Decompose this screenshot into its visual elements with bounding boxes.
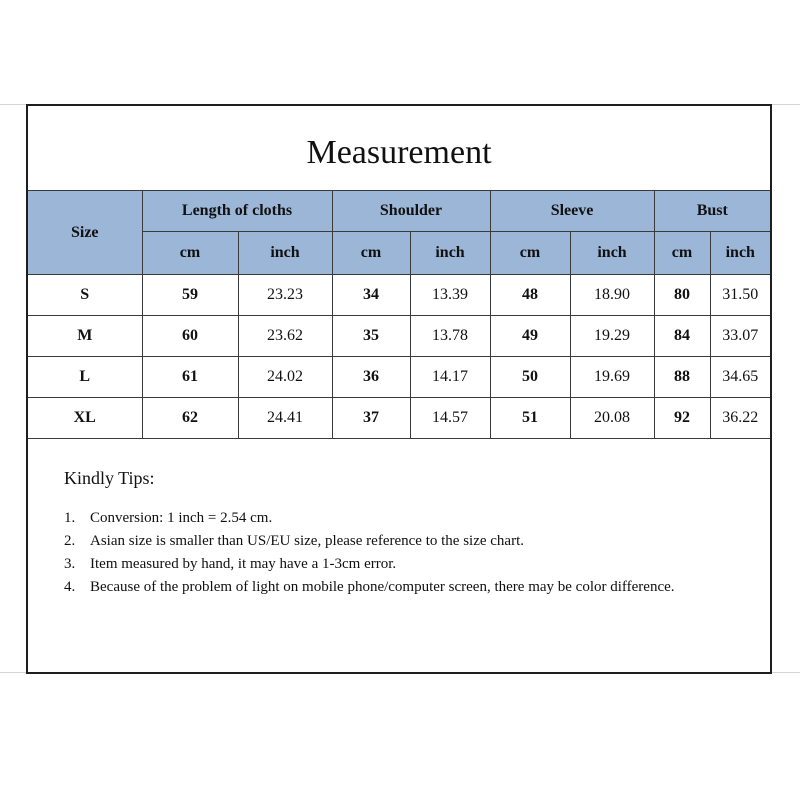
list-item-text: Because of the problem of light on mobile phone/computer screen, there may be color difference.	[90, 579, 675, 595]
value-cell: 20.08	[570, 398, 654, 439]
size-cell: S	[28, 275, 142, 316]
table-row	[28, 275, 770, 316]
value-cell: 37	[332, 398, 410, 439]
value-cell: 24.02	[238, 357, 332, 398]
list-item-number: 3.	[64, 556, 76, 572]
value-cell: 62	[142, 398, 238, 439]
value-cell: 84	[654, 316, 710, 357]
bust-group-header: Bust	[654, 191, 770, 232]
measurement-card	[26, 104, 772, 674]
value-cell: 19.69	[570, 357, 654, 398]
value-cell: 14.17	[410, 357, 490, 398]
value-cell: 51	[490, 398, 570, 439]
value-cell: 49	[490, 316, 570, 357]
unit-header: cm	[490, 232, 570, 275]
value-cell: 13.39	[410, 275, 490, 316]
tips-heading: Kindly Tips:	[64, 468, 155, 488]
value-cell: 33.07	[710, 316, 770, 357]
list-item	[64, 530, 744, 553]
value-cell: 13.78	[410, 316, 490, 357]
kindly-tips-section	[64, 468, 744, 599]
value-cell: 92	[654, 398, 710, 439]
unit-header: cm	[332, 232, 410, 275]
value-cell: 34.65	[710, 357, 770, 398]
size-column-header: Size	[28, 191, 142, 275]
value-cell: 19.29	[570, 316, 654, 357]
length-group-header: Length of cloths	[142, 191, 332, 232]
list-item-number: 4.	[64, 579, 76, 595]
size-chart-table	[28, 190, 770, 439]
unit-header: cm	[142, 232, 238, 275]
shoulder-group-header: Shoulder	[332, 191, 490, 232]
value-cell: 80	[654, 275, 710, 316]
value-cell: 59	[142, 275, 238, 316]
unit-header: inch	[410, 232, 490, 275]
value-cell: 36	[332, 357, 410, 398]
value-cell: 23.62	[238, 316, 332, 357]
value-cell: 61	[142, 357, 238, 398]
tips-list	[64, 507, 744, 599]
value-cell: 14.57	[410, 398, 490, 439]
size-cell: M	[28, 316, 142, 357]
table-row	[28, 357, 770, 398]
value-cell: 24.41	[238, 398, 332, 439]
list-item	[64, 553, 744, 576]
list-item-text: Asian size is smaller than US/EU size, please reference to the size chart.	[90, 533, 524, 549]
size-cell: XL	[28, 398, 142, 439]
list-item	[64, 576, 744, 599]
size-cell: L	[28, 357, 142, 398]
table-row	[28, 398, 770, 439]
sleeve-group-header: Sleeve	[490, 191, 654, 232]
value-cell: 18.90	[570, 275, 654, 316]
list-item	[64, 507, 744, 530]
value-cell: 31.50	[710, 275, 770, 316]
unit-header: inch	[710, 232, 770, 275]
table-header-row	[28, 191, 770, 232]
value-cell: 23.23	[238, 275, 332, 316]
page-title: Measurement	[306, 134, 492, 171]
value-cell: 60	[142, 316, 238, 357]
unit-header: inch	[570, 232, 654, 275]
list-item-number: 1.	[64, 510, 76, 526]
value-cell: 35	[332, 316, 410, 357]
value-cell: 48	[490, 275, 570, 316]
value-cell: 34	[332, 275, 410, 316]
unit-header: cm	[654, 232, 710, 275]
value-cell: 88	[654, 357, 710, 398]
list-item-text: Conversion: 1 inch = 2.54 cm.	[90, 510, 273, 526]
list-item-text: Item measured by hand, it may have a 1-3cm error.	[90, 556, 397, 572]
unit-header: inch	[238, 232, 332, 275]
value-cell: 36.22	[710, 398, 770, 439]
list-item-number: 2.	[64, 533, 76, 549]
table-row	[28, 316, 770, 357]
value-cell: 50	[490, 357, 570, 398]
